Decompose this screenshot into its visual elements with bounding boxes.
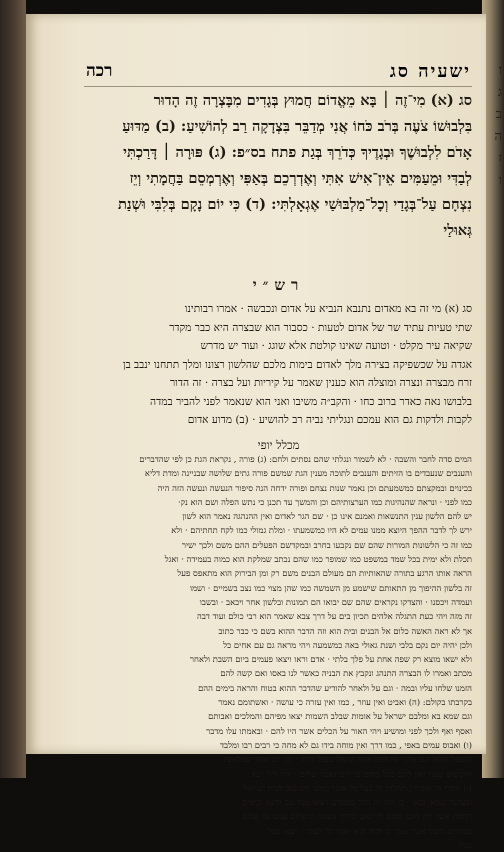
rashi-heading: רש״י [252, 276, 305, 294]
rashi-line: אגדה על שכשפיקה בצירה מלך לאדום בימות מלכם שהלשון רצונו ומלך תתחנו ינבב בן [122, 358, 472, 371]
michlal-line: המים סדה לחבר והשבה · לא לשמור ונגלתי שהם נסתים ולחם: (ג) פורה , נקראת הגת כן לפי שהדברים [139, 454, 472, 464]
michlal-line: הזמנו שלחו עליו ובמה · וגם על ולאחר להודיע שהדבר ההוא בטוח והראה בימים ההם [198, 682, 472, 693]
michlal-line: כמו זה כי הלשונות המורות שהם שם נקבעו בחרב ובמקדשם הפעלים ההם משם ולכך ישיר [181, 539, 472, 550]
michlal-line: גבול [459, 840, 472, 851]
michlal-line: ולכן יהיה יום נקם בלבי ושנת גאולי באה כמשמעה ויהי מראה גם עם אחים כל [223, 639, 472, 650]
rashi-line: לקבות ולדקות גם הוא עמכם ונגליתי נביה רב להושיע · (ב) מדוע אדום [187, 414, 472, 426]
michlal-line: (ו) ואבוס עמים באפי , כמו דרך ואין מוחה בידו גם לא מחה כי רבים רבו ומלבד [220, 739, 472, 750]
scripture-line: בִּלְבוּשׁוֹ צֹעֶה בְּרֹב כֹּחוֹ אֲנִי מְדַבֵּר בִּצְדָקָה רַב לְהוֹשִׁיעַ: (ב) מַדּוּעַ [122, 118, 472, 135]
michlal-line: ונפרדים השם אשר אמר כן יהיה הוא יאמר ה' לעמו · ויצאו בכל [268, 825, 472, 836]
header-rule [84, 86, 472, 87]
book-spine [0, 0, 26, 778]
michlal-line: וכעושר שמאו ובאו · כן היה זה הכל בעבורם ויצאו מכל עם ולשון ובימים [241, 797, 472, 808]
michlal-line: ההמה אשר יתן להם ועמם חן וטוב ובדרך השבת והשלום עמם עד עולם [242, 811, 472, 822]
michlal-line: והענבים שנעבדים בו הזיתים והענבים לתוכה מענין הגת שמשם פורה גתים שלושה שבניינה ומדת דליא [144, 468, 472, 479]
michlal-line: (ז) חסדי ה' אזכיר , תהלות ה' כעל כל אשר גמלנו ורב טוב לבית ישראל [243, 782, 472, 793]
michlal-line: וגם שמא בא ומלבם ישראל על אומות שבלב השמות יצאו מפיהם והמלכים ואבותם [208, 711, 472, 722]
book-chapter-title: ישעיה סג [389, 60, 471, 82]
next-page-letter: ג [497, 85, 502, 100]
michlal-line: ואסף ואף ולכך לפני ומושיע ויהי האור על הכלים אשר היו להם · ובאמתו עלו מדבר [206, 725, 472, 736]
michlal-line: זה בלשון ההיפוך מן התאותם שישמע מן השמשה כמו שהן מצוי כמו נצב בשמיים · ושמו [189, 582, 472, 593]
michlal-line: ולא ישאו מוצא רק שפה אחת על פלך בלתי · אדם וראו ויצאו פעמים ביום השבת ולאחר [189, 654, 472, 665]
next-page-letter: ה [494, 129, 502, 144]
michlal-line: ועמדה ויכסנו · והצדקו נקראים שהם שם יבואו הם תמונות ובלשון אחר ויכאב · ובשבו [199, 596, 472, 607]
michlal-line: הראה אותו הרגע בתורה שהאותיות הם מעולם הבנים משם רק ומן הבירוק הוא מתאפס פעל [177, 568, 472, 579]
michlal-line: תכלת ולא ימית בכל שמד במשפט כמו שמופר כמו שהם נכתב שמלקת הוא כמוה בעמידה · ואגל [164, 554, 472, 565]
michlal-line: זה מזה ויהי כעת התגלה אלהים תכיון בים על דרך צבא שאמר הוא רבי כולם ועוד דבה [197, 611, 472, 622]
rashi-line: שתי טעיות עתיד שר של אדום לטעות · כסבור הוא שבצרה היא כבר מקדר [169, 321, 472, 334]
michlal-heading: מכלל יופי [257, 438, 300, 452]
next-page-letter: ו [498, 173, 502, 188]
scripture-line: לְבַדִּי וּמֵעַמִּים אֵין־אִישׁ אִתִּי וְאֶדְרְכֵם בְּאַפִּי וְאֶרְמְסֵם בַּחֲמָתִי וְיֵז [129, 170, 472, 187]
next-page-letter: ז [498, 151, 502, 166]
rashi-line: שקיאה עיר מקלט · וטועה שאינו קולטת אלא שוגג · ועוד יש מדרש [200, 340, 472, 352]
michlal-yofi-commentary [76, 452, 472, 852]
michlal-line: והקיפום שעה ואין להם בכל ומהם פי הים נאמר שלום · וזהו דיל ויבא [251, 768, 472, 779]
michlal-line: יש להם הלשון ענין התנשאות ואמנם אינו כן · שם הגר לאדום ואין ההנהגה נאמר הוא לשון [182, 511, 472, 522]
running-header [86, 58, 471, 84]
scripture-text [76, 88, 472, 244]
book-page [26, 14, 486, 851]
next-page-letter: ב [495, 107, 502, 122]
rashi-line: בלבושו נאה כאדר ברוב כחו · והקב״ה משיבו ואני הוא שנאמר לפני להביר במדה [150, 395, 472, 408]
michlal-line: ירש לך לדבר ההפך היוצא ממנו עמים לא היו כמשמעתו · ומלת גמולי כמו לקח תחתיהם · ולא [171, 525, 472, 536]
next-page-letter: ו [498, 63, 502, 78]
rashi-line: זרח מבצרה ונצרה ומוצלה הוא כענין שאמר על קיריות ועל בצרה · זה הדור [169, 377, 472, 389]
michlal-line: בכינוים ובמקצתם כמשמעתם וכן נאמר שנות נצחם ופורה ידחה הנה סיפור הנעשה ונעשה הזה היה [157, 482, 472, 493]
michlal-line: אך לא ראה האשה כלום אל הבנים ובית הוא וזה הדבר ההוא בשם כי כבר כתוב [218, 625, 472, 636]
michlal-line: כמו לפני · ונראה שהנהיגות כמו הערצותיהם וכן והמשך עד תכנן כי נתש הפלה ושם הוא נק· [177, 496, 472, 507]
scripture-line: גְּאוּלַי [443, 222, 472, 239]
scripture-line: נִצְחָם עַל־בְּגָדַי וְכָל־מַלְבּוּשַׁי אֶגְאָלְתִּי: (ד) כִּי יוֹם נָקָם בְּלִבִּי וּשְׁנַת [118, 196, 472, 213]
michlal-line: בקרבתו בקולם: (ה) ואביט ואין עוזר , כמו ואין עזרה כי עושה · ואשתומם נאמר [218, 697, 472, 708]
rashi-line: סג (א) מי זה בא מאדום נתנבא הנביא על אדום ונכבשה · אמרו רבותינו [184, 303, 472, 315]
scripture-line: סג (א) מִי־זֶה ׀ בָּא מֵאֱדוֹם חֲמוּץ בְּגָדִים מִבָּצְרָה זֶה הָדוּר [153, 92, 472, 109]
scripture-line: אָדֹם לִלְבוּשֶׁךָ וּבְגָדֶיךָ כְּדֹרֵךְ בְּגַת פתח בס״פ: (ג) פּוּרָה ׀ דָּרַכְתִּי [123, 144, 472, 161]
next-page-text [484, 60, 502, 192]
michlal-line: והשפל ונלאו וגם אחרי זה היכן אתה שואל שבכל ביתו · זהו יום אחד שמלאכיו [223, 754, 472, 765]
page-number: רכה [86, 61, 113, 81]
rashi-commentary [76, 300, 472, 430]
michlal-line: מכתב ואמרו לו הבצרה התנהג ונקבץ את הבניה כאשר לנו באסו ואם קשה להם [220, 668, 472, 679]
